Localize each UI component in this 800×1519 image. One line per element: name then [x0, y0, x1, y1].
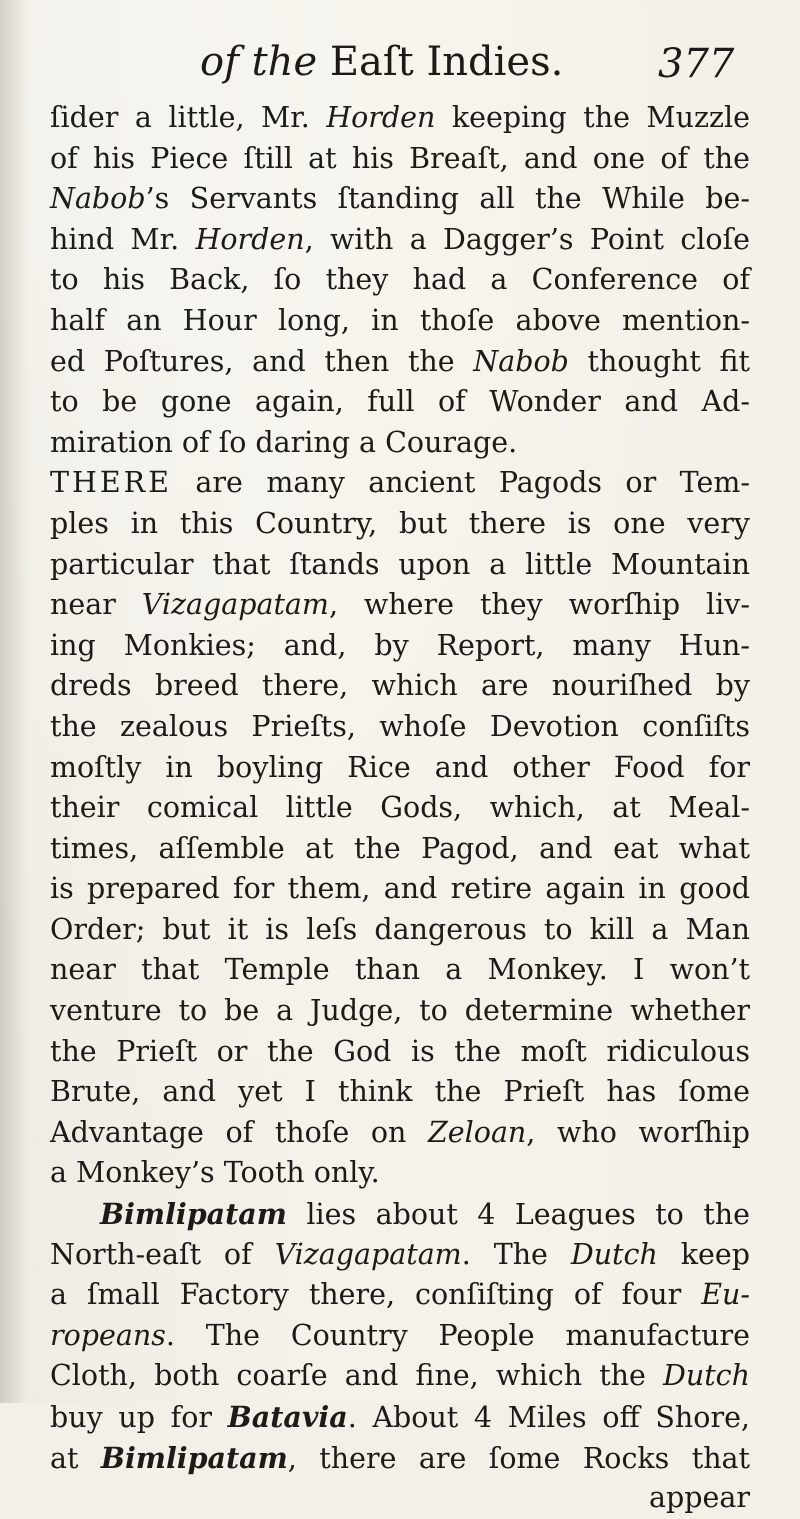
text-run: venture to be a Judge, to determine whether	[50, 994, 750, 1028]
italic-run: Zeloan	[428, 1115, 527, 1149]
text-line	[50, 382, 750, 423]
text-line	[50, 1356, 750, 1397]
text-run: to his Back, ſo they had a Conference of	[50, 263, 750, 297]
text-line	[50, 707, 750, 748]
italic-run: Dutch	[663, 1359, 750, 1393]
text-run: dreds breed there, which are nouriſhed by	[50, 669, 750, 703]
italic-run: Vizagapatam	[274, 1237, 462, 1271]
running-head-title: Eaſt Indies.	[329, 39, 564, 85]
text-run: hind Mr.	[50, 222, 196, 256]
text-run: Advantage of thoſe on	[50, 1115, 428, 1149]
text-run: , who worſhip	[526, 1115, 750, 1149]
text-line	[50, 1397, 750, 1438]
italic-run: Eu-	[701, 1278, 750, 1312]
text-run: ed Poſtures, and then the	[50, 344, 474, 378]
text-line	[50, 748, 750, 789]
text-line	[50, 626, 750, 667]
text-run: their comical little Gods, which, at Meal-	[50, 791, 750, 825]
gutter-shadow	[0, 0, 28, 1403]
text-line	[50, 423, 750, 464]
text-line	[50, 1194, 750, 1235]
italic-run: Vizagapatam	[141, 588, 329, 622]
text-line	[50, 1072, 750, 1113]
text-line	[50, 179, 750, 220]
text-run: of his Piece ſtill at his Breaſt, and one of the	[50, 141, 750, 175]
text-run: at	[50, 1441, 101, 1475]
text-run: ’s Servants ſtanding all the While be-	[145, 182, 750, 216]
text-line	[50, 1316, 750, 1357]
text-run: buy up for	[50, 1401, 228, 1434]
italic-run: ropeans	[50, 1318, 166, 1352]
text-line	[50, 1153, 750, 1194]
text-run: ſider a little, Mr.	[50, 101, 327, 134]
text-run: ples in this Country, but there is one very	[50, 506, 750, 540]
text-run: . The Country People manufacture	[165, 1318, 750, 1352]
text-line	[50, 342, 750, 383]
text-line	[50, 220, 750, 261]
italic-run: Dutch	[570, 1237, 658, 1271]
text-run: miration of ſo daring a Courage.	[50, 425, 518, 459]
text-run: to be gone again, full of Wonder and Ad-	[50, 385, 750, 419]
text-run: keeping the Muzzle	[435, 101, 750, 134]
text-line	[50, 585, 750, 626]
text-line	[50, 788, 750, 829]
small-caps-run: THERE	[50, 466, 172, 500]
text-line	[50, 545, 750, 586]
text-line	[50, 98, 750, 139]
text-run: ing Monkies; and, by Report, many Hun-	[50, 628, 750, 662]
text-run: moſtly in boyling Rice and other Food for	[50, 750, 750, 784]
running-head-prefix: of the	[200, 39, 318, 85]
text-run: Brute, and yet I think the Prieſt has ſome	[50, 1075, 750, 1109]
italic-run: Horden	[326, 101, 436, 134]
text-line	[50, 1275, 750, 1316]
text-run: the Prieſt or the God is the moſt ridiculous	[50, 1034, 750, 1068]
text-run: appear	[649, 1481, 750, 1515]
text-run: Cloth, both coarſe and fine, which the	[50, 1359, 664, 1393]
text-line	[50, 260, 750, 301]
text-run: is prepared for them, and retire again in good	[50, 872, 750, 906]
text-run: Order; but it is leſs dangerous to kill a Man	[50, 912, 750, 946]
bold-italic-run: Bimlipatam	[100, 1440, 288, 1475]
text-line	[50, 1438, 750, 1479]
text-run: lies about 4 Leagues to the	[286, 1198, 750, 1232]
text-run: times, aſſemble at the Pagod, and eat what	[50, 831, 750, 865]
text-run: a ſmall Factory there, conſiſting of four	[50, 1278, 702, 1312]
text-run: , there are ſome Rocks that	[287, 1441, 750, 1475]
text-line	[50, 1113, 750, 1154]
text-run: North-eaſt of	[50, 1237, 275, 1271]
text-run: near	[50, 588, 142, 622]
text-run: , where they worſhip liv-	[328, 588, 751, 622]
text-run: half an Hour long, in thoſe above mention-	[50, 303, 750, 337]
text-line	[50, 950, 750, 991]
text-line	[50, 139, 750, 180]
text-line	[50, 1032, 750, 1073]
italic-run: Nabob	[473, 344, 569, 378]
bold-italic-run: Bimlipatam	[100, 1197, 287, 1232]
text-run: a Monkey’s Tooth only.	[50, 1156, 380, 1190]
text-line	[50, 991, 750, 1032]
text-line	[50, 910, 750, 951]
text-run: keep	[657, 1237, 750, 1271]
bold-italic-run: Batavia	[227, 1400, 348, 1434]
text-line	[50, 463, 750, 504]
text-run: near that Temple than a Monkey. I won’t	[50, 953, 750, 987]
italic-run: Nabob	[50, 182, 146, 216]
text-run: , with a Dagger’s Point cloſe	[304, 222, 750, 256]
text-line	[50, 301, 750, 342]
text-line	[50, 869, 750, 910]
text-line	[50, 829, 750, 870]
running-head	[200, 40, 630, 84]
text-line	[50, 1235, 750, 1276]
page-number: 377	[658, 41, 735, 87]
text-run: are many ancient Pagods or Tem-	[171, 466, 750, 500]
text-run: . The	[461, 1237, 571, 1271]
body-text	[50, 98, 750, 1519]
text-run: . About 4 Miles off Shore,	[347, 1401, 750, 1434]
text-run: thought fit	[568, 344, 750, 378]
text-run: particular that ſtands upon a little Mountain	[50, 547, 750, 581]
text-run: the zealous Prieſts, whoſe Devotion conſiſts	[50, 709, 750, 743]
text-line	[50, 1478, 750, 1519]
italic-run: Horden	[195, 222, 305, 256]
text-line	[50, 666, 750, 707]
text-line	[50, 504, 750, 545]
